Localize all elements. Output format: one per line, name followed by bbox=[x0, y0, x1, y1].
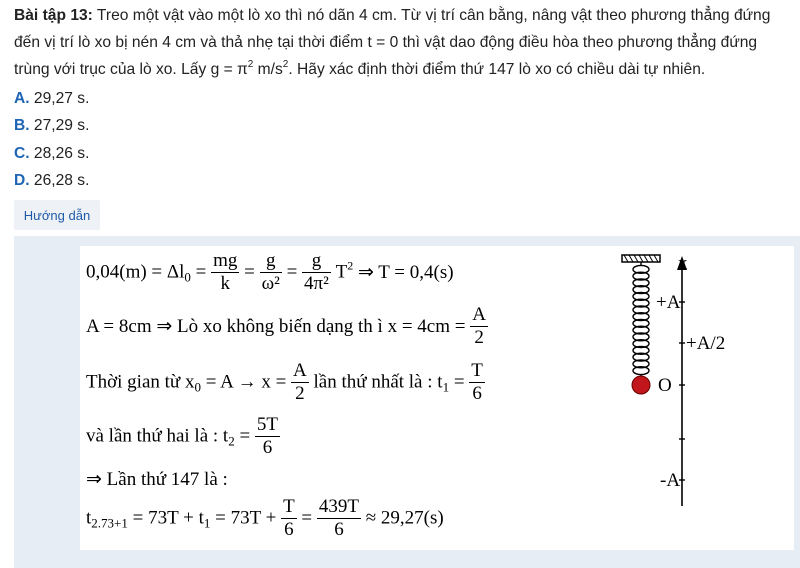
label-plus-a: +A bbox=[656, 292, 681, 313]
question-label: Bài tập 13: bbox=[14, 7, 93, 24]
solution-line-5: ⇒ Lần thứ 147 là : bbox=[86, 469, 228, 490]
label-minus-a: -A bbox=[660, 470, 681, 491]
option-c[interactable]: C. 28,26 s. bbox=[14, 145, 90, 162]
label-plus-half: +A/2 bbox=[686, 333, 726, 354]
spring-diagram bbox=[600, 246, 750, 506]
option-d[interactable]: D. 26,28 s. bbox=[14, 172, 90, 189]
label-origin: O bbox=[658, 375, 672, 396]
solution-line-3: Thời gian từ $x_0 = A \to x$ = $\frac{A}{2}$ lần thứ nhất là : $t_1$ = $\frac{T}{6}$ bbox=[86, 360, 483, 404]
axis-x-label: x bbox=[678, 253, 688, 274]
question-text: Bài tập 13: Treo một vật vào một lò xo thì nó dãn 4 cm. Từ vị trí cân bằng, nâng vật theo phương thẳng đứng đến vị trí lò xo bị nén 4 cm và thả nhẹ tại thời điểm t = 0 thì vật dao động điều hòa theo phương thẳng đứng trùng với trục của lò xo. Lấy $g = \pi^2$ $m/s^2$. Hãy xác định thời điểm thứ 147 lò xo có chiều dài tự nhiên. bbox=[14, 7, 771, 78]
option-a[interactable]: A. 29,27 s. bbox=[14, 90, 90, 107]
solution-line-4: và lần thứ hai là : $t_2$ = $\frac{5T}{6}$ bbox=[86, 414, 279, 458]
option-b[interactable]: B. 27,29 s. bbox=[14, 117, 90, 134]
guide-button[interactable]: Hướng dẫn bbox=[14, 200, 100, 230]
solution-line-2: A = 8cm ⇒ Lò xo không biến dạng th ì x = 4cm = $\frac{A}{2}$ bbox=[86, 304, 486, 348]
solution-line-6: $t_{2.73+1} = 73T + t_1 = 73T$ + $\frac{T}{6}$ = $\frac{439T}{6}$ ≈ 29,27(s) bbox=[86, 496, 444, 540]
solution-line-1: $0,04(m) = \Delta l_0$ = $\frac{mg}{k}$ = $\frac{g}{\text{ω²}}$ = $\frac{g}{\text{4π²}}$ $T^2$ ⇒ T = 0,4(s) bbox=[86, 250, 454, 294]
mass-ball bbox=[632, 376, 650, 394]
spring-coils bbox=[633, 262, 649, 377]
